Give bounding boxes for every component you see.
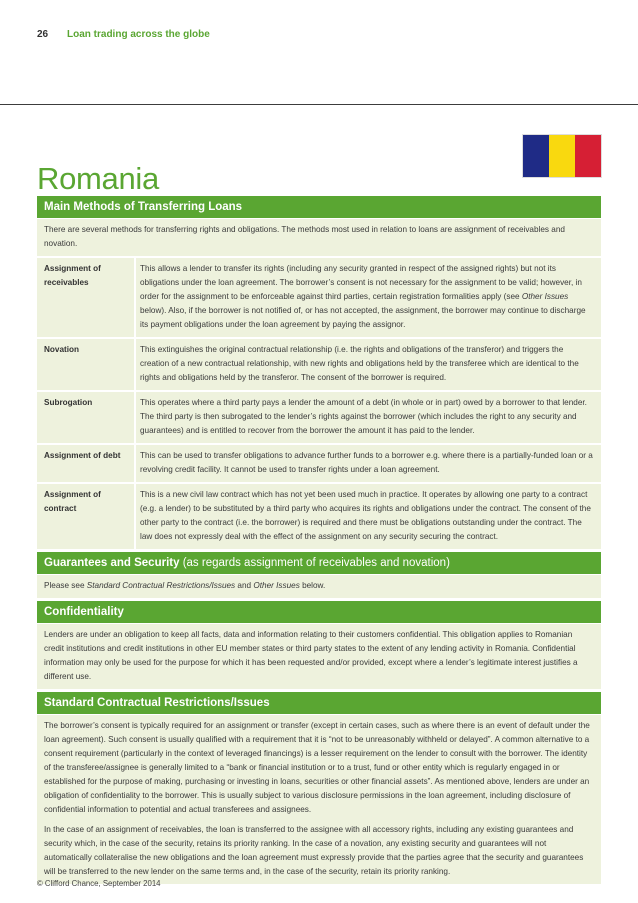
flag-stripe-red [575,135,601,177]
restrictions-paragraph: In the case of an assignment of receivables, the loan is transferred to the assignee with all accessory rights, including any existing guarantees and security which, in the case of the security, retains its priority ranking. In the case of a novation, any existing security and guarantees will not automatically collateralise the new obligations and the loan agreement must expressly provide that the parties agree that the security and guarantees will be transferred to the new lender on the same terms and, in the case of the security, retain its priority ranking. [44,825,584,876]
section-header-restrictions [37,692,601,714]
method-row [37,482,601,549]
method-description: This extinguishes the original contractual relationship (i.e. the rights and obligations of the transferor) and triggers the creation of a new contractual relationship, with new rights and obligations held by the transferee which are identical to the rights and obligations held by the transferor. The consent of the borrower is required. [134,339,601,390]
romania-flag [523,135,601,177]
footer-copyright: © Clifford Chance, September 2014 [37,879,161,888]
method-description: This allows a lender to transfer its rights (including any security granted in respect of the assigned rights) but not its obligations under the loan agreement. The borrower’s consent is not necessary for the assignment to be valid; however, in order for the assignment to be enforceable against third parties, certain registration formalities apply (see Other Issues below). Also, if the borrower is not notified of, or has not accepted, the assignment, the borrower may continue to discharge its payment obligations under the loan agreement by paying the assignor. [134,258,601,337]
method-row [37,256,601,337]
flag-stripe-blue [523,135,549,177]
section-subtitle: (as regards assignment of receivables and novation) [179,557,450,569]
method-term: Subrogation [44,398,93,407]
method-term: Assignment of debt [44,451,121,460]
method-description: This can be used to transfer obligations to advance further funds to a borrower e.g. where there is a partially-funded loan or a revolving credit facility. It cannot be used to transfer rights under a loan agreement. [134,445,601,482]
section-title: Main Methods of Transferring Loans [44,201,243,213]
country-content [37,196,601,884]
section-header-methods [37,196,601,218]
flag-stripe-yellow [549,135,575,177]
restrictions-paragraph: The borrower’s consent is typically required for an assignment or transfer (except in certain cases, such as where there is an event of default under the loan agreement). Such consent is usually qualified with a requirement that it is “not to be unreasonably withheld or delayed”. A common alternative to a consent requirement (particularly in the context of leveraged financings) is a lesser requirement on the lender to consult with the borrower. The identity of the transferee/assignee is generally limited to a “bank or financial institution or to a trust, fund or other entity which is regularly engaged in or established for the purpose of making, purchasing or investing in loans, securities or other financial assets”. As mentioned above, lenders are under an obligation of confidentiality to the borrower. This is usually subject to various disclosure permissions in the loan agreement, including disclosure of confidential information to potential and actual transferees and assignees. [44,721,590,814]
method-row [37,390,601,443]
country-title: Romania [37,160,159,196]
methods-intro: There are several methods for transferring rights and obligations. The methods most used in relation to loans are assignment of receivables and novation. [37,219,601,256]
section-header-confidentiality [37,601,601,623]
method-description: This is a new civil law contract which has not yet been used much in practice. It operates by allowing one party to a contract (e.g. a lender) to be substituted by a third party who acquires its rights and obligations under the contract. The consent of the other party to the contract (i.e. the borrower) is required and there must be obligations outstanding under the contract. The law does not expressly deal with the effect of the assignment on any security securing the contract. [134,484,601,549]
section-title: Guarantees and Security [44,557,180,569]
method-row [37,443,601,482]
confidentiality-text: Lenders are under an obligation to keep all facts, data and information relating to their customers confidential. This obligation applies to Romanian credit institutions and credit institutions in other EU member states or third party states to the extent of any lending activity in Romania. Confidential information may only be used for the purpose for which it has been requested and/or provided, except where a lender’s legitimate interest justifies a different use. [37,624,601,689]
method-term: Assignment of receivables [44,264,101,287]
method-term: Assignment of contract [44,490,101,513]
method-term: Novation [44,345,80,354]
running-title: Loan trading across the globe [67,29,210,40]
section-title: Standard Contractual Restrictions/Issues [44,697,270,709]
page-number: 26 [37,29,49,40]
restrictions-text [37,715,601,884]
header-rule [0,104,638,105]
method-description: This operates where a third party pays a lender the amount of a debt (in whole or in part) owed by a borrower to that lender. The third party is then subrogated to the lender’s rights against the borrower (which includes the right to any security and guarantees) and is entitled to recover from the borrower the amount it has paid to the lender. [134,392,601,443]
section-title: Confidentiality [44,606,124,618]
guarantees-text: Please see Standard Contractual Restrictions/Issues and Other Issues below. [37,575,601,598]
method-row [37,337,601,390]
section-header-guarantees [37,552,601,574]
